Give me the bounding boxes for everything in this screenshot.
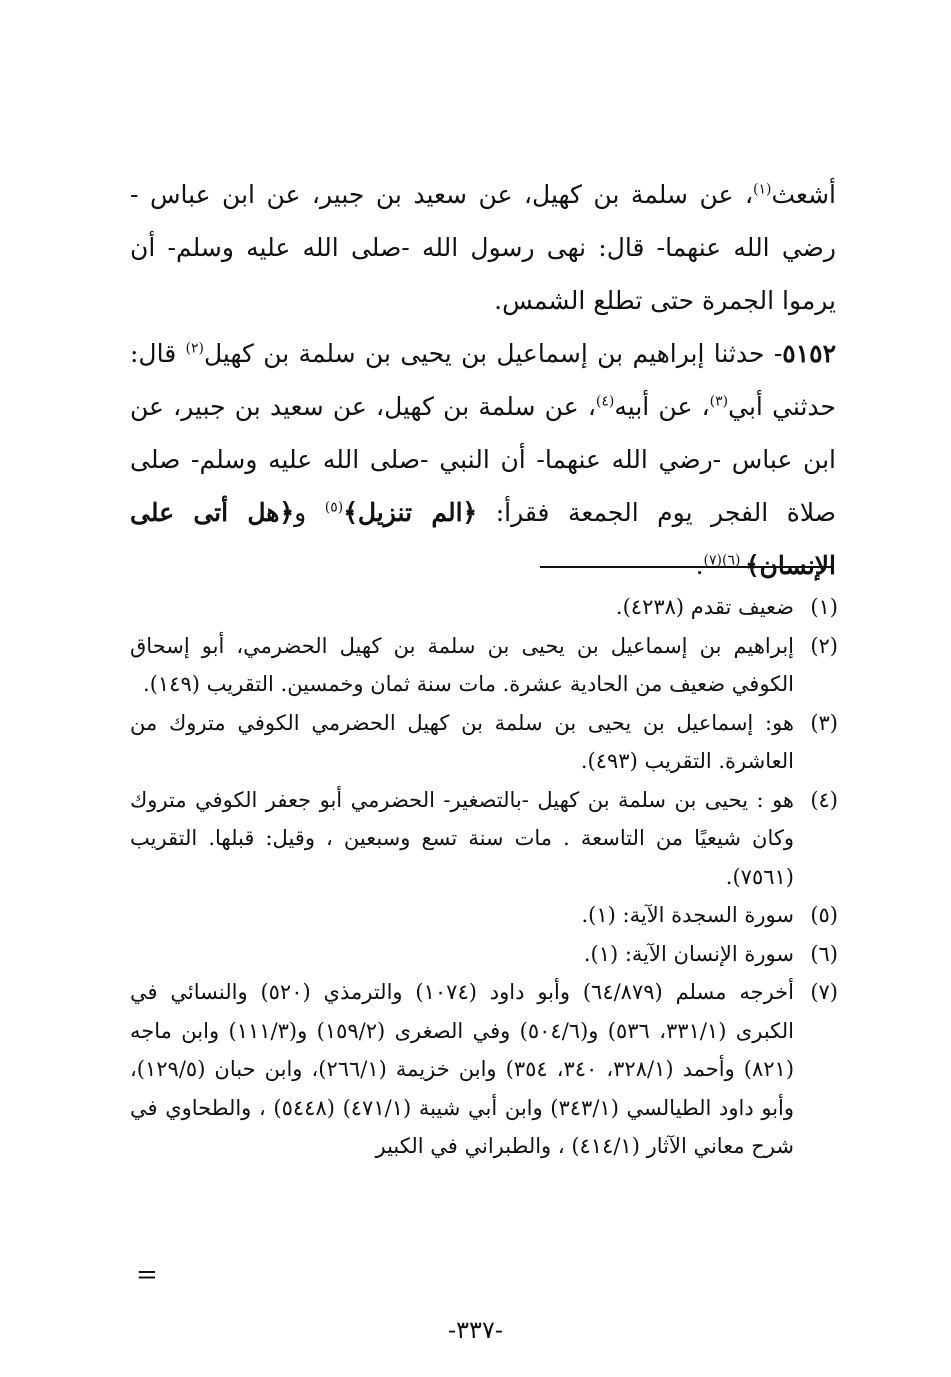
quran-quote-1: ﴿الم تنزيل﴾ [343, 498, 478, 527]
footnote-text: هو: إسماعيل بن يحيى بن سلمة بن كهيل الحضرمي الكوفي متروك من العاشرة. التقريب (٤٩٣). [130, 710, 794, 773]
quran-quote-2: ﴿هل أتى على الإنسان﴾ [130, 498, 836, 580]
paragraph-1: أشعث$^{(١)}$، عن سلمة بن كهيل، عن سعيد بن جبير، عن ابن عباس - رضي الله عنهما- قال: نهى رسول الله -صلى الله عليه وسلم- أن يرموا الجمرة حتى تطلع الشمس. [130, 180, 836, 315]
footnote-ref-5[interactable]: (٥) [324, 499, 344, 516]
footnote-number: (٥) [810, 903, 838, 927]
footnote-ref-1[interactable]: (١) [753, 181, 772, 198]
main-text [130, 168, 836, 592]
footnote-number: (١) [810, 595, 838, 619]
paragraph-2: ٥١٥٢- حدثنا إبراهيم بن إسماعيل بن يحيى بن سلمة بن كهيل$^{(٢)}$ قال: حدثني أبي$^{(٣)}$، عن أبيه$^{(٤)}$، عن سلمة بن كهيل، عن سعيد بن جبير، عن ابن عباس -رضي الله عنهما- أن النبي -صلى الله عليه وسلم- صلى صلاة الفجر يوم الجمعة فقرأ: ﴿الم تنزيل﴾$^{(٥)}$ و﴿هل أتى على الإنسان﴾ $^{(٦)(٧)}$. [130, 339, 837, 580]
footnote-3 [130, 704, 838, 781]
footnote-number: (٤) [810, 787, 838, 812]
continuation-mark: = [136, 1260, 158, 1290]
footnote-ref-3[interactable]: (٣) [709, 393, 729, 410]
page-number: -٣٣٧- [448, 1316, 503, 1344]
footnote-text: هو : يحيى بن سلمة بن كهيل -بالتصغير- الحضرمي أبو جعفر الكوفي متروك وكان شيعيًا من التاسعة . مات سنة تسع وسبعين ، وقيل: قبلها. التقريب (٧٥٦١). [130, 787, 794, 889]
footnote-4 [130, 781, 838, 897]
footnote-2 [130, 627, 838, 704]
footnote-text: سورة الإنسان الآية: (١). [583, 941, 794, 966]
footnote-ref-6-7[interactable]: (٦)(٧) [703, 552, 745, 569]
footnote-6 [130, 935, 838, 974]
footnote-separator [540, 566, 832, 568]
footnote-text: ضعيف تقدم (٤٢٣٨). [615, 595, 794, 619]
footnote-text: سورة السجدة الآية: (١). [581, 903, 794, 927]
footnote-text: أخرجه مسلم (٦٤/٨٧٩) وأبو داود (١٠٧٤) والترمذي (٥٢٠) والنسائي في الكبرى (٣٣١/١، ٥٣٦) و(٥٠٤/٦) وفي الصغرى (١٥٩/٢) و(١١١/٣) وابن ماجه (٨٢١) وأحمد (٣٢٨/١، ٣٤٠، ٣٥٤) وابن خزيمة (٢٦٦/١)، وابن حبان (١٢٩/٥)، وأبو داود الطيالسي (٣٤٣/١) وابن أبي شيبة (٤٧١/١) (٥٤٤٨) ، والطحاوي في شرح معاني الآثار (٤١٤/١) ، والطبراني في الكبير [130, 980, 795, 1158]
footnote-number: (٧) [810, 980, 838, 1004]
hadith-number: ٥١٥٢ [782, 339, 836, 368]
footnote-7 [130, 973, 838, 1166]
footnote-ref-2[interactable]: (٢) [185, 340, 204, 357]
footnote-ref-4[interactable]: (٤) [595, 393, 615, 410]
footnote-text: إبراهيم بن إسماعيل بن يحيى بن سلمة بن كهيل الحضرمي، أبو إسحاق الكوفي ضعيف من الحادية عشرة. مات سنة ثمان وخمسين. التقريب (١٤٩). [130, 633, 794, 696]
footnotes [130, 588, 838, 1166]
footnote-number: (٦) [810, 941, 838, 966]
footnote-5 [130, 896, 838, 935]
footnote-1 [130, 588, 838, 627]
footnote-number: (٣) [810, 710, 838, 735]
footnote-number: (٢) [810, 633, 838, 658]
